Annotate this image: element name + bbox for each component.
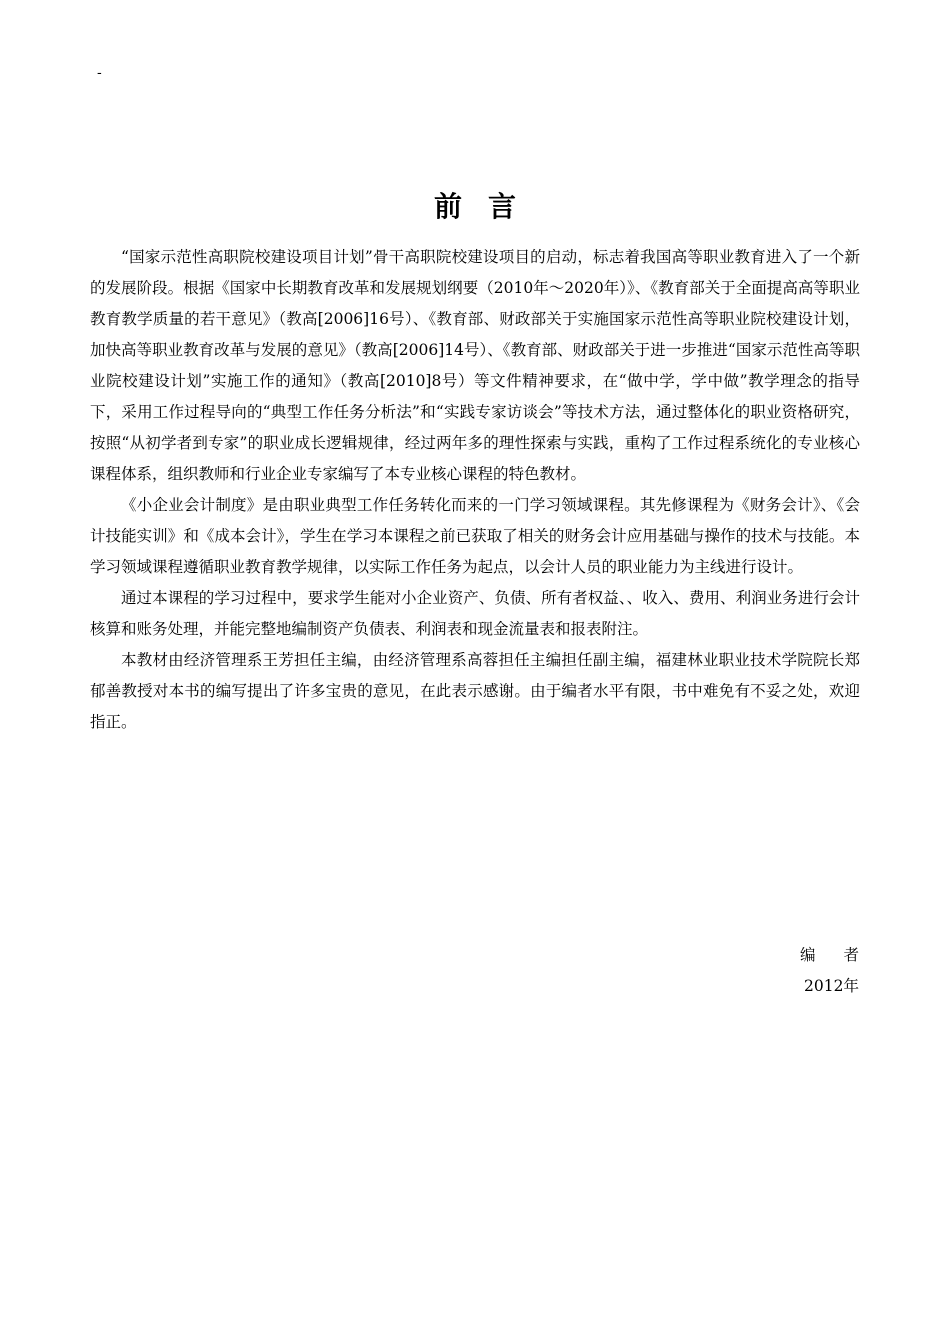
paragraph: 《小企业会计制度》是由职业典型工作任务转化而来的一门学习领域课程。其先修课程为《财务会计》、《会计技能实训》和《成本会计》，学生在学习本课程之前已获取了相关的财务会计应用基础与操作的技术与技能。本学习领域课程遵循职业教育教学规律，以实际工作任务为起点，以会计人员的职业能力为主线进行设计。: [90, 496, 860, 576]
signature-author: 编者: [799, 946, 887, 964]
paragraph: 本教材由经济管理系王芳担任主编，由经济管理系高蓉担任主编担任副主编，福建林业职业技术学院院长郑郁善教授对本书的编写提出了许多宝贵的意见，在此表示感谢。由于编者水平有限，书中难免有不妥之处，欢迎指正。: [90, 651, 860, 731]
preface-body: [90, 242, 860, 738]
signature-date: 2012年: [804, 977, 859, 995]
page-title: 前言: [433, 190, 542, 223]
paragraph: “国家示范性高职院校建设项目计划”骨干高职院校建设项目的启动，标志着我国高等职业教育进入了一个新的发展阶段。根据《国家中长期教育改革和发展规划纲要（2010年～2020年）》、《教育部关于全面提高高等职业教育教学质量的若干意见》（教高[2006]16号）、《教育部、财政部关于实施国家示范性高等职业院校建设计划，加快高等职业教育改革与发展的意见》（教高[2006]14号）、《教育部、财政部关于进一步推进“国家示范性高等职业院校建设计划”实施工作的通知》（教高[2010]8号）等文件精神要求，在“做中学，学中做”教学理念的指导下，采用工作过程导向的“典型工作任务分析法”和“实践专家访谈会”等技术方法，通过整体化的职业资格研究，按照“从初学者到专家”的职业成长逻辑规律，经过两年多的理性探索与实践，重构了工作过程系统化的专业核心课程体系，组织教师和行业企业专家编写了本专业核心课程的特色教材。: [90, 248, 860, 483]
header-mark: -: [97, 65, 102, 81]
paragraph: 通过本课程的学习过程中，要求学生能对小企业资产、负债、所有者权益、、收入、费用、利润业务进行会计核算和账务处理，并能完整地编制资产负债表、利润表和现金流量表和报表附注。: [90, 589, 860, 638]
signature-block: [799, 940, 887, 1002]
